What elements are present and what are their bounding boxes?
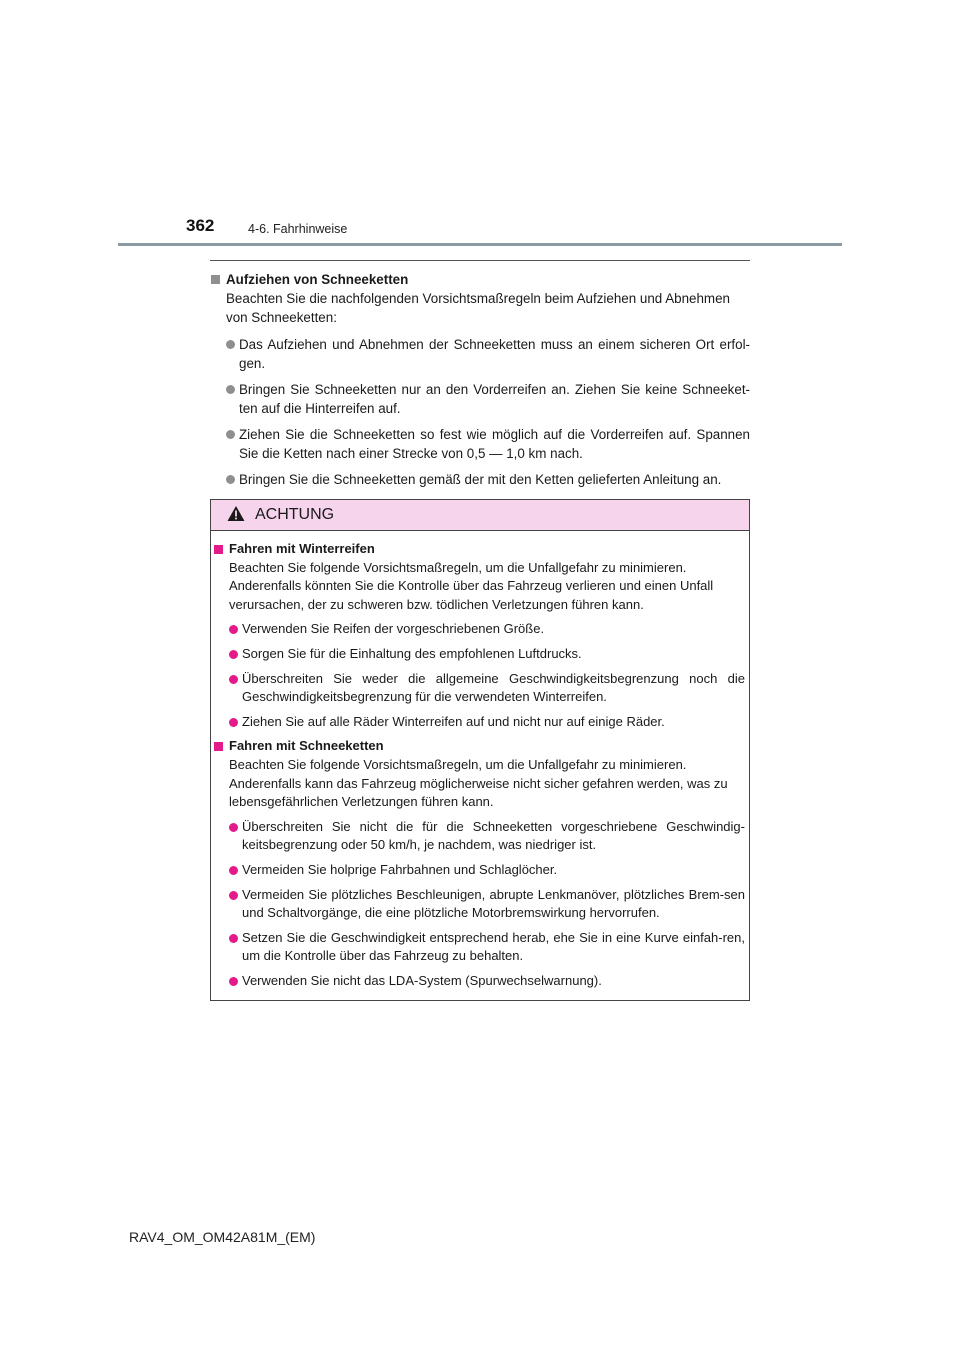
warning-section-intro: Beachten Sie folgende Vorsichtsmaßregeln, um die Unfallgefahr zu minimieren. Anderenfalls kann das Fahrzeug möglicherweise nicht sicher gefahren werden, was zu lebensgefährlichen Verletzungen führen kann. [229, 756, 728, 810]
list-item [213, 929, 745, 966]
list-item-text: Ziehen Sie auf alle Räder Winterreifen auf und nicht nur auf einige Räder. [242, 713, 665, 729]
content-rule [210, 260, 750, 261]
page-number: 362 [186, 216, 215, 235]
list-item-text: Bringen Sie Schneeketten nur an den Vorderreifen an. Ziehen Sie keine Schneeket-ten auf die Hinterreifen auf. [239, 382, 750, 416]
circle-bullet-icon [229, 625, 238, 634]
list-item [210, 380, 750, 418]
circle-bullet-icon [229, 675, 238, 684]
circle-bullet-icon [226, 430, 235, 439]
section-heading [210, 270, 750, 289]
list-item-text: Sorgen Sie für die Einhaltung des empfohlenen Luftdrucks. [242, 645, 582, 661]
square-bullet-icon [211, 275, 220, 284]
circle-bullet-icon [226, 475, 235, 484]
list-item-text: Bringen Sie die Schneeketten gemäß der mit den Ketten gelieferten Anleitung an. [239, 472, 722, 487]
list-item [213, 713, 745, 732]
warning-box [210, 499, 750, 1001]
list-item-text: Setzen Sie die Geschwindigkeit entsprechend herab, ehe Sie in eine Kurve einfah-ren, um die Kontrolle über das Fahrzeug zu behalten. [242, 929, 745, 964]
square-bullet-icon [214, 742, 223, 751]
section-title: Aufziehen von Schneeketten [226, 272, 409, 287]
section-intro: Beachten Sie die nachfolgenden Vorsichtsmaßregeln beim Aufziehen und Abnehmen von Schneeketten: [226, 291, 730, 325]
chapter-title: 4-6. Fahrhinweise [248, 222, 348, 236]
circle-bullet-icon [226, 385, 235, 394]
circle-bullet-icon [229, 823, 238, 832]
list-item-text: Verwenden Sie nicht das LDA-System (Spurwechselwarnung). [242, 972, 602, 988]
list-item [210, 335, 750, 373]
main-section [210, 270, 750, 496]
list-item [213, 620, 745, 639]
list-item [213, 645, 745, 664]
warning-section-title: Fahren mit Schneeketten [229, 738, 384, 754]
warning-section-intro: Beachten Sie folgende Vorsichtsmaßregeln, um die Unfallgefahr zu minimieren. Anderenfalls könnten Sie die Kontrolle über das Fahrzeug verlieren und einen Unfall verursachen, der zu schweren bzw. tödlichen Verletzungen führen kann. [229, 559, 714, 612]
list-item [213, 861, 745, 880]
header-rule [118, 243, 842, 246]
circle-bullet-icon [229, 891, 238, 900]
list-item-text: Ziehen Sie die Schneeketten so fest wie möglich auf die Vorderreifen auf. Spannen Sie die Ketten nach einer Strecke von 0,5 — 1,0 km nach. [239, 427, 750, 461]
warning-title: ACHTUNG [255, 506, 335, 523]
list-item [210, 470, 750, 489]
list-item-text: Vermeiden Sie plötzliches Beschleunigen, abrupte Lenkmanöver, plötzliches Brem-sen und Schaltvorgänge, die eine plötzliche Motorbremswirkung hervorrufen. [242, 886, 745, 921]
square-bullet-icon [214, 545, 223, 554]
list-item [213, 972, 745, 991]
circle-bullet-icon [229, 934, 238, 943]
list-item [213, 818, 745, 855]
warning-section-heading [213, 737, 745, 756]
list-item-text: Überschreiten Sie nicht die für die Schneeketten vorgeschriebene Geschwindig-keitsbegrenzung oder 50 km/h, je nachdem, was niedriger ist. [242, 818, 745, 853]
footer-doc-code: RAV4_OM_OM42A81M_(EM) [129, 1229, 316, 1245]
warning-body [213, 540, 745, 996]
warning-header [211, 500, 749, 531]
list-item-text: Das Aufziehen und Abnehmen der Schneeketten muss an einem sicheren Ort erfol-gen. [239, 337, 750, 371]
list-item-text: Vermeiden Sie holprige Fahrbahnen und Schlaglöcher. [242, 861, 558, 877]
warning-section-heading [213, 540, 745, 559]
circle-bullet-icon [229, 866, 238, 875]
list-item-text: Verwenden Sie Reifen der vorgeschriebenen Größe. [242, 621, 545, 637]
circle-bullet-icon [226, 340, 235, 349]
circle-bullet-icon [229, 977, 238, 986]
list-item-text: Überschreiten Sie weder die allgemeine Geschwindigkeitsbegrenzung noch die Geschwindigkeitsbegrenzung für die verwendeten Winterreifen. [242, 670, 745, 705]
list-item [213, 886, 745, 923]
warning-triangle-icon [227, 505, 245, 527]
list-item [210, 425, 750, 463]
circle-bullet-icon [229, 718, 238, 727]
circle-bullet-icon [229, 650, 238, 659]
list-item [213, 670, 745, 707]
warning-section-title: Fahren mit Winterreifen [229, 541, 375, 556]
